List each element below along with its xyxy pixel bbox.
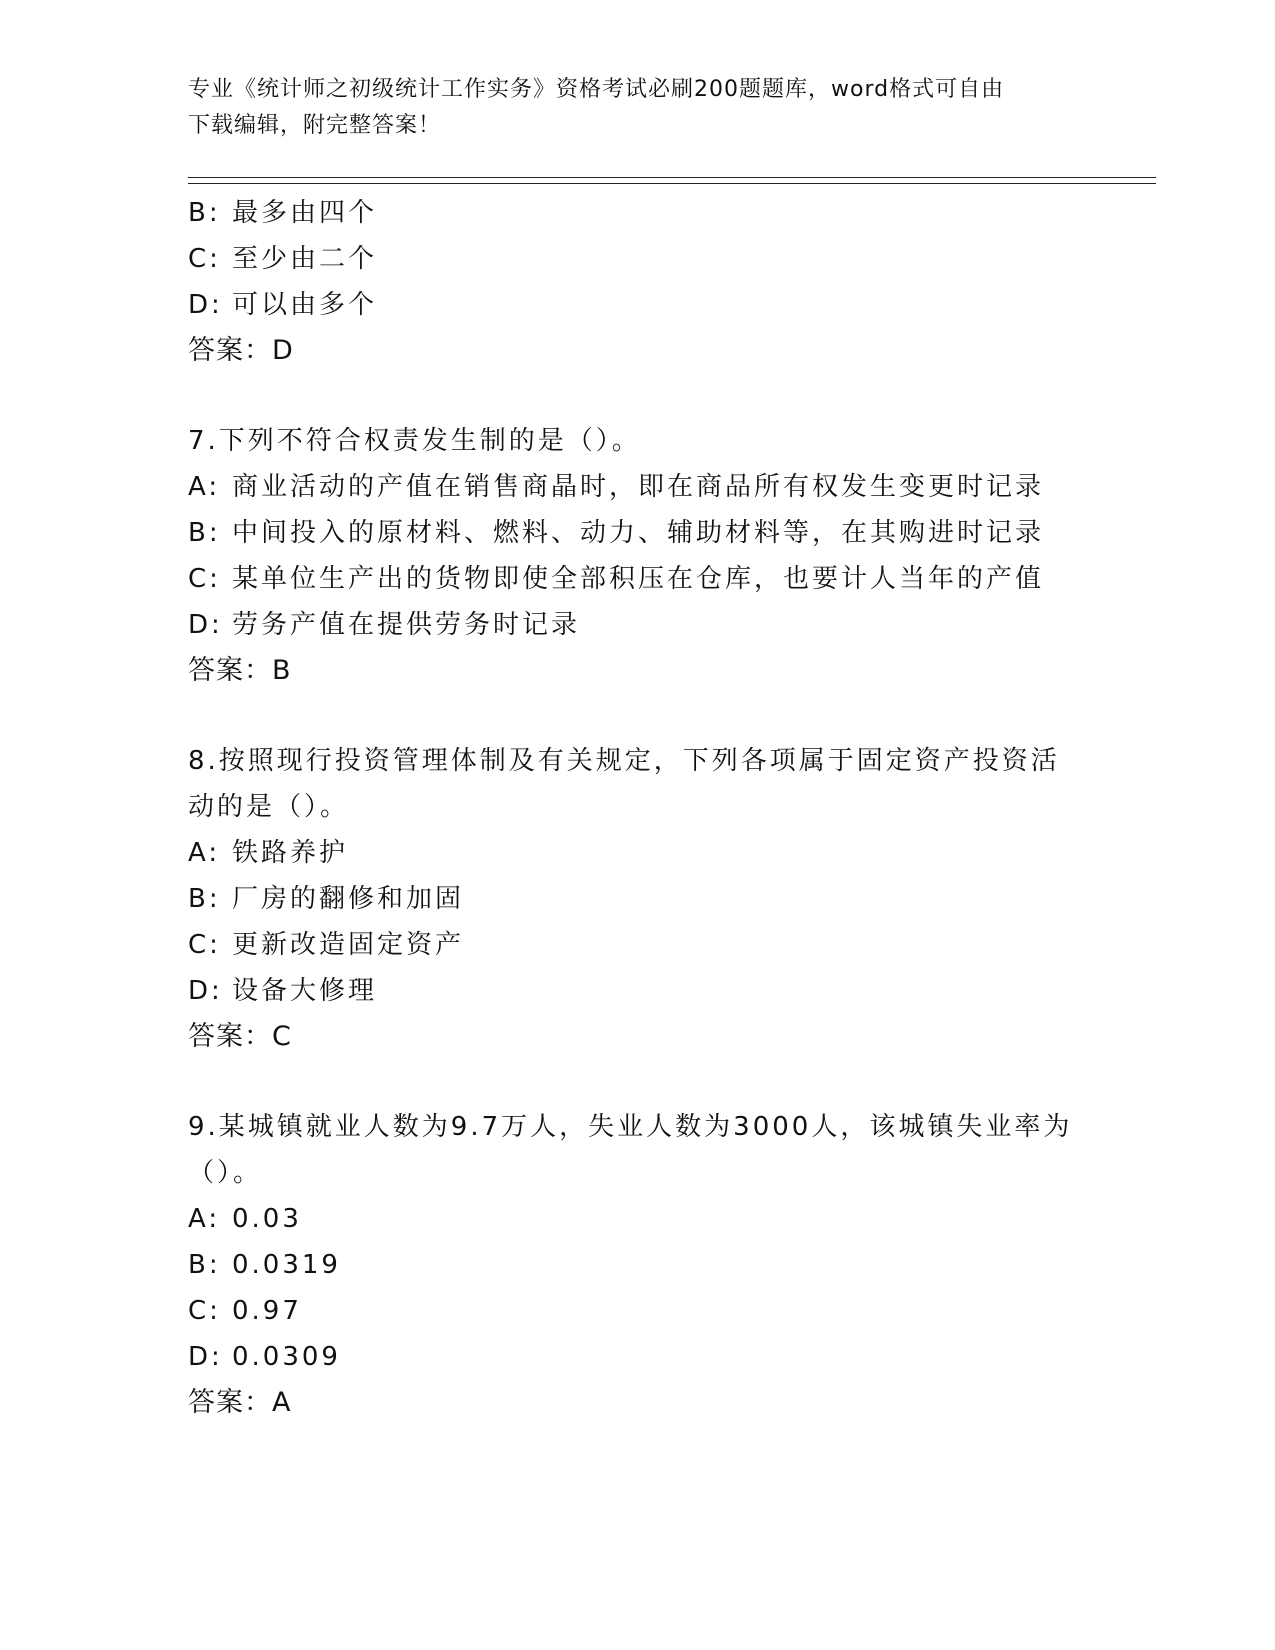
question-8 xyxy=(188,738,1148,1060)
spacer xyxy=(188,694,1148,738)
option-letter: D: xyxy=(188,610,223,640)
option-c xyxy=(188,1288,1148,1334)
option-d xyxy=(188,282,1148,328)
option-text: 0.97 xyxy=(232,1296,302,1326)
option-letter: A: xyxy=(188,472,221,502)
option-a xyxy=(188,830,1148,876)
option-letter: B: xyxy=(188,1250,221,1280)
option-text: 商业活动的产值在销售商晶时，即在商品所有权发生变更时记录 xyxy=(232,472,1045,502)
option-text: 至少由二个 xyxy=(232,244,378,274)
answer-line: 答案：C xyxy=(188,1021,292,1052)
option-c xyxy=(188,556,1148,602)
answer-line: 答案：B xyxy=(188,655,292,686)
spacer xyxy=(188,374,1148,418)
answer-line: 答案：D xyxy=(188,335,294,366)
answer-line: 答案：A xyxy=(188,1387,292,1418)
option-letter: C: xyxy=(188,244,221,274)
option-b xyxy=(188,1242,1148,1288)
question-6-continued xyxy=(188,190,1148,374)
option-text: 最多由四个 xyxy=(232,198,378,228)
option-text: 厂房的翻修和加固 xyxy=(232,884,465,914)
option-b xyxy=(188,876,1148,922)
option-text: 更新改造固定资产 xyxy=(232,930,465,960)
option-letter: B: xyxy=(188,518,221,548)
header-line-2: 下载编辑，附完整答案！ xyxy=(188,113,442,138)
option-d xyxy=(188,602,1148,648)
question-stem: 7.下列不符合权责发生制的是（）。 xyxy=(188,426,641,456)
option-text: 劳务产值在提供劳务时记录 xyxy=(232,610,581,640)
question-stem-line-1: 8.按照现行投资管理体制及有关规定，下列各项属于固定资产投资活 xyxy=(188,746,1060,776)
option-text: 铁路养护 xyxy=(232,838,349,868)
option-text: 中间投入的原材料、燃料、动力、辅助材料等，在其购进时记录 xyxy=(232,518,1045,548)
option-b xyxy=(188,190,1148,236)
option-letter: B: xyxy=(188,198,221,228)
option-b xyxy=(188,510,1148,556)
option-text: 0.0319 xyxy=(232,1250,341,1280)
option-letter: B: xyxy=(188,884,221,914)
option-c xyxy=(188,922,1148,968)
document-header xyxy=(188,72,1078,144)
header-divider-bottom xyxy=(188,183,1156,184)
question-stem-line-2: 动的是（）。 xyxy=(188,792,350,822)
option-a xyxy=(188,1196,1148,1242)
question-content xyxy=(188,190,1148,1426)
question-9 xyxy=(188,1104,1148,1426)
question-7 xyxy=(188,418,1148,694)
option-a xyxy=(188,464,1148,510)
option-text: 0.03 xyxy=(232,1204,302,1234)
option-letter: C: xyxy=(188,564,221,594)
question-stem-line-1: 9.某城镇就业人数为9.7万人，失业人数为3000人，该城镇失业率为 xyxy=(188,1112,1073,1142)
question-stem-line-2: （）。 xyxy=(188,1158,263,1188)
option-letter: D: xyxy=(188,976,223,1006)
option-d xyxy=(188,1334,1148,1380)
option-text: 0.0309 xyxy=(232,1342,341,1372)
header-divider-top xyxy=(188,177,1156,178)
option-letter: D: xyxy=(188,1342,223,1372)
option-letter: C: xyxy=(188,1296,221,1326)
header-line-1: 专业《统计师之初级统计工作实务》资格考试必刷200题题库，word格式可自由 xyxy=(188,77,1005,102)
option-text: 可以由多个 xyxy=(232,290,378,320)
option-letter: D: xyxy=(188,290,223,320)
spacer xyxy=(188,1060,1148,1104)
option-letter: A: xyxy=(188,838,221,868)
option-text: 设备大修理 xyxy=(232,976,378,1006)
option-c xyxy=(188,236,1148,282)
option-letter: C: xyxy=(188,930,221,960)
option-text: 某单位生产出的货物即使全部积压在仓库，也要计人当年的产值 xyxy=(232,564,1045,594)
option-letter: A: xyxy=(188,1204,221,1234)
option-d xyxy=(188,968,1148,1014)
